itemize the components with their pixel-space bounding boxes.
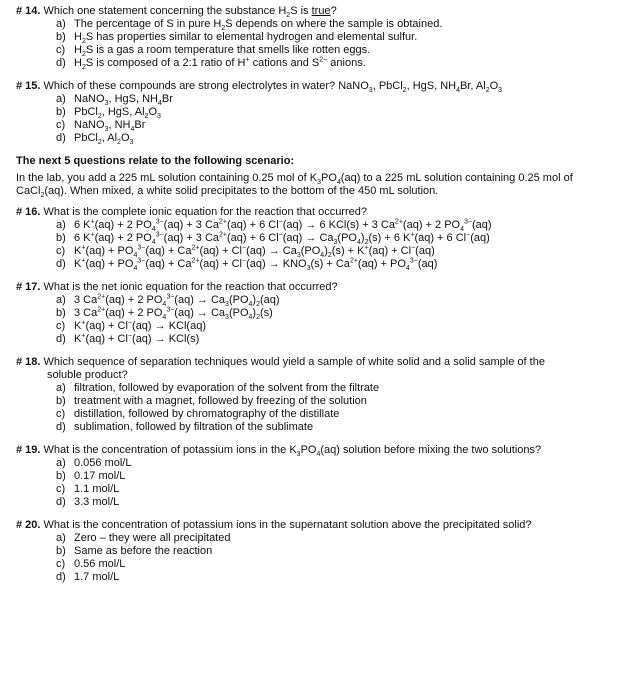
option-text: K+(aq) + Cl−(aq) → KCl(aq) [74,319,206,332]
option-letter: d) [56,421,66,433]
option-text: 1.1 mol/L [74,483,120,495]
option-letter: b) [56,545,66,557]
question-stem [16,356,626,382]
question-number: # 20. [16,519,41,531]
option-text: treatment with a magnet, followed by freezing of the solution [74,395,367,407]
option-c[interactable] [56,408,626,421]
option-text: 6 K+(aq) + 2 $PO_4^{3-}(aq) + 3$ $Ca^{2+}(aq) + 6$ Cl−(aq) → 6 KCl(s) + 3 $Ca^{2+}(aq) + 2$ $PO_4^{3-}(aq)$ [74,218,492,234]
question-text: Which sequence of separation techniques would yield a sample of white solid and a solid sample of the [43,356,545,368]
option-letter: a) [56,382,66,394]
question-stem [16,281,626,294]
options-list [16,18,626,70]
question-text-continued: soluble product? [47,369,128,381]
option-letter: d) [56,258,66,270]
option-letter: c) [56,483,66,495]
question-number: # 19. [16,444,41,456]
options-list [16,532,626,584]
option-a[interactable] [56,294,626,307]
option-text: $H_2S$ is a gas a room temperature that smells like rotten eggs. [74,44,371,59]
option-text: 0.56 mol/L [74,558,126,570]
option-letter: d) [56,132,66,144]
question-15 [16,80,626,145]
question-text: Which of these compounds are strong electrolytes in water? NaNO$_3$, PbCl$_2$, HgS, $NH_4Br$, $Al_2O_3$ [43,80,503,95]
option-letter: b) [56,395,66,407]
option-letter: c) [56,245,66,257]
option-text: K+(aq) + Cl−(aq) → KCl(s) [74,332,200,345]
option-letter: d) [56,333,66,345]
option-text: distillation, followed by chromatography of the distillate [74,408,340,420]
option-text: 0.17 mol/L [74,470,126,482]
option-letter: c) [56,408,66,420]
question-number: # 15. [16,80,41,92]
option-letter: b) [56,307,66,319]
option-text: sublimation, followed by filtration of the sublimate [74,421,314,433]
option-letter: d) [56,57,66,69]
option-letter: c) [56,44,66,56]
option-letter: c) [56,119,66,131]
option-text: $H_2S$ has properties similar to elemental hydrogen and elemental sulfur. [74,31,418,46]
option-text: 6 K+(aq) + 2 $PO_4^{3-}(aq) + 3$ $Ca^{2+}(aq) + 6$ $Cl^-(aq) \to Ca_3(PO_4)_2(s) + 6$ K+(aq) + 6 Cl−(aq) [74,231,490,247]
question-number: # 16. [16,206,41,218]
scenario-heading: The next 5 questions relate to the following scenario: [16,155,295,167]
option-letter: b) [56,470,66,482]
option-c[interactable] [56,558,626,571]
option-d[interactable] [56,333,626,346]
options-list [16,457,626,509]
option-d[interactable] [56,258,626,271]
option-letter: b) [56,106,66,118]
option-text: Same as before the reaction [74,545,213,557]
option-a[interactable] [56,532,626,545]
scenario-text: In the lab, you add a 225 mL solution containing 0.25 mol of $K_3PO_4(aq)$ to a 225 mL solution containing 0.25 mol of CaCl$_2$(aq). When mixed, a white solid precipitates to the bottom of the 450 mL solution. [16,172,573,200]
option-text: PbCl$_2$, HgS, $Al_2O_3$ [74,106,161,121]
option-text: NaNO$_3$, HgS, $NH_4Br$ [74,93,173,108]
option-c[interactable] [56,320,626,333]
question-14 [16,5,626,70]
option-letter: d) [56,496,66,508]
option-b[interactable] [56,545,626,558]
option-b[interactable] [56,106,626,119]
option-letter: a) [56,294,66,306]
option-letter: c) [56,320,66,332]
option-d[interactable] [56,571,626,584]
question-16 [16,206,626,271]
option-d[interactable] [56,132,626,145]
option-a[interactable] [56,93,626,106]
option-letter: a) [56,93,66,105]
option-a[interactable] [56,382,626,395]
option-c[interactable] [56,245,626,258]
options-list [16,93,626,145]
question-stem [16,206,626,219]
question-number: # 17. [16,281,41,293]
question-stem [16,519,626,532]
option-b[interactable] [56,31,626,44]
question-19 [16,444,626,509]
option-letter: b) [56,232,66,244]
option-text: $K^+(aq) + PO_4^{3-}(aq) + Ca^{2+}(aq) + Cl^-(aq) \to Ca_3(PO_4)_2(s) + K^+(aq) + Cl^-(aq)$ [74,244,435,260]
option-letter: a) [56,219,66,231]
options-list [16,382,626,434]
option-text: 3 $Ca^{2+}(aq) + 2$ $PO_4^{3-}(aq) \to Ca_3(PO_4)_2(aq)$ [74,293,280,309]
question-text: What is the net ionic equation for the reaction that occurred? [43,281,338,293]
option-text: PbCl$_2$, $Al_2O_3$ [74,132,134,147]
option-b[interactable] [56,470,626,483]
option-b[interactable] [56,395,626,408]
question-stem [16,5,626,18]
option-letter: b) [56,31,66,43]
question-number: # 14. [16,5,41,17]
option-text: NaNO$_3$, $NH_4Br$ [74,119,146,134]
option-b[interactable] [56,232,626,245]
question-17 [16,281,626,346]
question-stem [16,444,626,457]
options-list [16,294,626,346]
option-text: $H_2S$ is composed of a 2:1 ratio of H+ cations and $S^{2-}$ anions. [74,56,366,72]
question-text: Which one statement concerning the substance $H_2S$ is true? [43,5,337,20]
option-letter: a) [56,457,66,469]
option-c[interactable] [56,483,626,496]
question-20 [16,519,626,584]
option-c[interactable] [56,119,626,132]
option-a[interactable] [56,219,626,232]
option-text: 3.3 mol/L [74,496,120,508]
option-a[interactable] [56,18,626,31]
question-18 [16,356,626,434]
option-d[interactable] [56,496,626,509]
option-text: Zero – they were all precipitated [74,532,231,544]
question-text: What is the concentration of potassium ions in the supernatant solution above the precipitated solid? [43,519,532,531]
option-b[interactable] [56,307,626,320]
option-text: 1.7 mol/L [74,571,120,583]
option-c[interactable] [56,44,626,57]
option-letter: a) [56,532,66,544]
option-letter: a) [56,18,66,30]
option-text: 3 $Ca^{2+}(aq) + 2$ $PO_4^{3-}(aq) \to Ca_3(PO_4)_2(s)$ [74,306,273,322]
question-number: # 18. [16,356,41,368]
question-stem [16,80,626,93]
option-text: filtration, followed by evaporation of the solvent from the filtrate [74,382,380,394]
options-list [16,219,626,271]
question-text: What is the complete ionic equation for the reaction that occurred? [43,206,367,218]
worksheet [16,5,626,594]
option-letter: c) [56,558,66,570]
option-text: $K^+(aq) + PO_4^{3-}(aq) + Ca^{2+}(aq) + Cl^-(aq) \to KNO_3(s) + Ca^{2+}(aq) + PO_4^{3-}(aq)$ [74,257,438,273]
option-d[interactable] [56,421,626,434]
option-text: The percentage of S in pure $H_2S$ depends on where the sample is obtained. [74,18,443,33]
question-text: What is the concentration of potassium ions in the $K_3PO_4(aq)$ solution before mixing the two solutions? [43,444,542,459]
option-letter: d) [56,571,66,583]
option-d[interactable] [56,57,626,70]
option-text: 0.056 mol/L [74,457,132,469]
option-a[interactable] [56,457,626,470]
